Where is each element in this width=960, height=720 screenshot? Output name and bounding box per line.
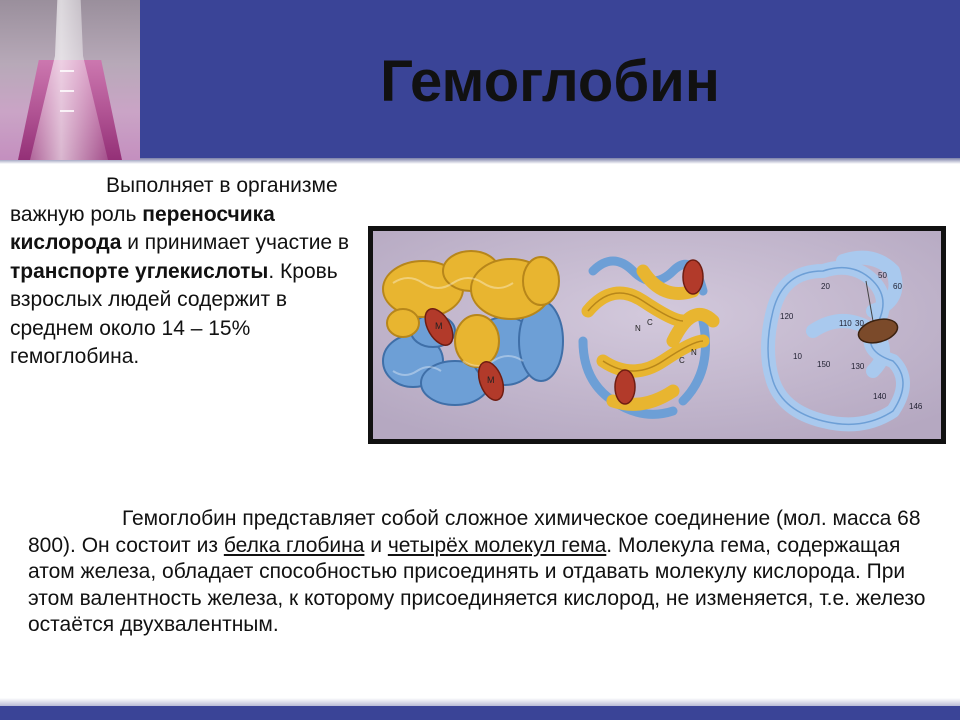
terminal-label-c2: C [679,356,685,365]
residue-label-30: 30 [855,319,864,328]
residue-label-130: 130 [851,362,865,371]
footer-bar [0,706,960,720]
residue-label-146: 146 [909,402,923,411]
slide-title: Гемоглобин [380,49,720,114]
hemoglobin-structure-image [368,226,946,444]
residue-label-50: 50 [878,271,887,280]
residue-label-140: 140 [873,392,887,401]
header-shadow [0,158,960,164]
main-paragraph: Гемоглобин представляет собой сложное химическое соединение (мол. масса 68 800). Он состоит из белка глобина и четырёх молекул гема. Молекула гема, содержащая атом железа, обладает способностью присоединять и отдавать молекулу кислорода. При этом валентность железа, к которому присоединяется кислород, не изменяется, т.е. железо остаётся двухвалентным. [28,507,926,636]
globin-protein-link[interactable]: белка глобина [223,533,365,557]
heme-label-m1: M [435,321,443,331]
residue-label-20: 20 [821,282,830,291]
intro-paragraph: Выполняет в организме важную роль переносчика кислорода и принимает участие в транспорте углекислоты. Кровь взрослых людей содержит в среднем около 14 – 15% гемоглобина. [10,174,350,368]
residue-label-10: 10 [793,352,802,361]
bold-co2-transport: транспорте углекислоты [10,259,269,283]
heme-label-m2: M [487,375,495,385]
footer-shadow [0,698,960,706]
terminal-label-n2: N [691,348,697,357]
terminal-label-n1: N [635,324,641,333]
residue-label-120: 120 [780,312,794,321]
heme-molecules-link[interactable]: четырёх молекул гема [387,533,607,557]
flask-image [0,0,140,160]
terminal-label-c1: C [647,318,653,327]
residue-label-110: 110 [839,319,852,328]
residue-label-60: 60 [893,282,902,291]
bold-oxygen-carrier: переносчика кислорода [10,202,275,254]
residue-label-150: 150 [817,360,831,369]
